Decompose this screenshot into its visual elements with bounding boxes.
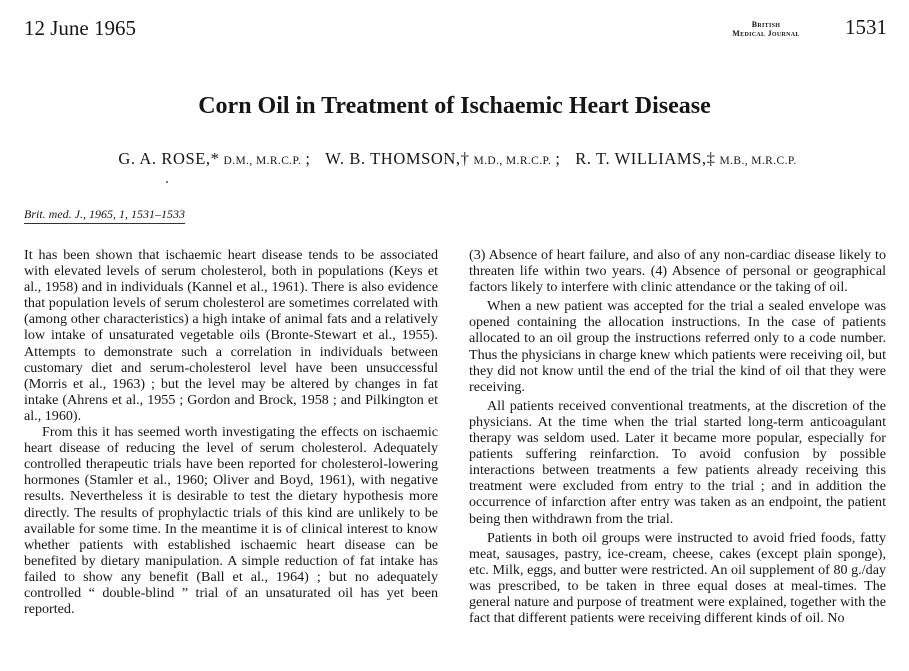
body-paragraph: When a new patient was accepted for the trial a sealed envelope was opened containing the allocation instructions. In the case of patients allocated to an oil group the instructions referred only to a code number. Thus the physicians in charge knew which patients were receiving oil, but they did not know until the end of the trial the kind of oil that they were receiving. (469, 298, 886, 395)
author-degrees: M.D., M.R.C.P. (473, 155, 552, 167)
author-line (0, 149, 909, 169)
stray-dot (166, 181, 168, 183)
journal-name (723, 20, 809, 38)
body-paragraph: From this it has seemed worth investigating the effects on ischaemic heart disease of reducing the level of serum cholesterol. Adequately controlled therapeutic trials have been reported for cholesterol-lowering hormones (Stamler et al., 1960; Oliver and Boyd, 1961), with negative results. Nevertheless it is desirable to test the dietary hypothesis more directly. The results of prophylactic trials of this kind are unlikely to be available for some time. In the meantime it is of clinical interest to know whether patients with established ischaemic heart disease can be benefited by dietary manipulation. A simple reduction of fat intake has failed to show any benefit (Ball et al., 1964) ; but no adequately controlled “ double-blind ” trial of an unsaturated oil has yet been reported. (24, 424, 438, 618)
body-paragraph: It has been shown that ischaemic heart disease tends to be associated with elevated levels of serum cholesterol, both in populations (Keys et al., 1958) and in individuals (Kannel et al., 1961). There is also evidence that population levels of serum cholesterol are sometimes correlated with (among other characteristics) a high intake of animal fats and a relatively low intake of unsaturated vegetable oils (Bronte-Stewart et al., 1955). Attempts to demonstrate such a correlation in individuals between customary diet and serum-cholesterol level have been unsuccessful (Morris et al., 1963) ; but the level may be altered by changes in fat intake (Ahrens et al., 1955 ; Gordon and Brock, 1958 ; and Pilkington et al., 1960). (24, 247, 438, 424)
author-separator: ; (305, 149, 311, 168)
page-number: 1531 (845, 15, 887, 39)
body-paragraph: All patients received conventional treatments, at the discretion of the physicians. At the time when the trial started long-term anticoagulant therapy was seldom used. Later it became more popular, especially for patients suffering reinfarction. To avoid confusion by possible interactions between treatments a few patients already receiving this treatment were excluded from entry to the trial ; and in addition the occurrence of infarction after entry was taken as an endpoint, the patient being then withdrawn from the trial. (469, 397, 886, 527)
right-text-column (469, 247, 886, 626)
body-paragraph: (3) Absence of heart failure, and also of any non-cardiac disease likely to threaten life within two years. (4) Absence of personal or geographical factors likely to interfere with clinic attendance or the taking of oil. (469, 247, 886, 296)
left-text-column (24, 247, 438, 617)
author-degrees: M.B., M.R.C.P. (719, 155, 797, 167)
author-name: G. A. ROSE,* (118, 149, 220, 168)
author-degrees: D.M., M.R.C.P. (223, 155, 302, 167)
author-name: R. T. WILLIAMS,‡ (575, 149, 716, 168)
journal-name-line1: British (751, 20, 781, 29)
page-date: 12 June 1965 (24, 16, 136, 40)
citation-reference: Brit. med. J., 1965, 1, 1531–1533 (24, 207, 185, 224)
article-title: Corn Oil in Treatment of Ischaemic Heart Disease (198, 93, 711, 119)
author-separator: ; (555, 149, 561, 168)
journal-name-line2: Medical Journal (732, 29, 800, 38)
body-paragraph: Patients in both oil groups were instructed to avoid fried foods, fatty meat, sausages, pastry, ice-cream, cheese, cakes (except plain sponge), etc. Milk, eggs, and butter were restricted. An oil supplement of 80 g./day was prescribed, to be taken in three equal doses at meal-times. The general nature and purpose of treatment were explained, together with the fact that different patients were receiving different kinds of oil. No (469, 529, 886, 627)
author-name: W. B. THOMSON,† (325, 149, 470, 168)
